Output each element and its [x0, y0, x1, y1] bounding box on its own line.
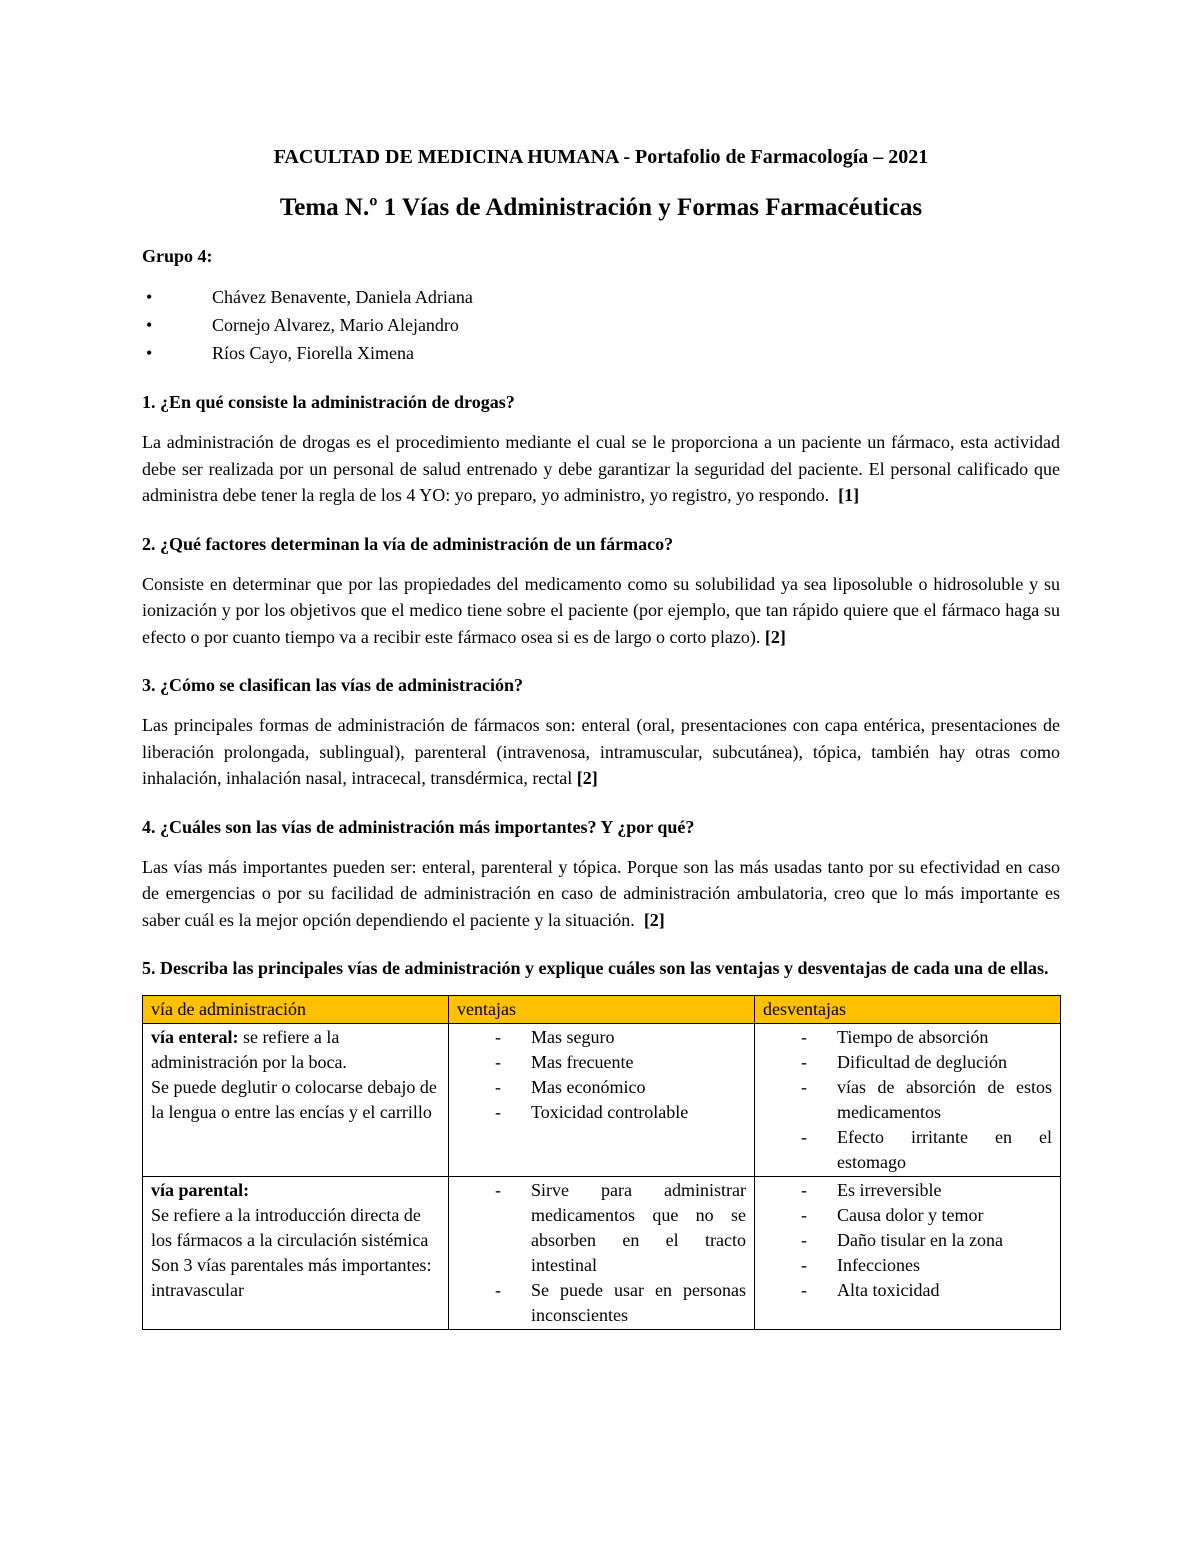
list-item-text: Mas económico	[531, 1077, 646, 1097]
dash-icon: -	[495, 1027, 501, 1047]
question-5: 5. Describa las principales vías de administración y explique cuáles son las ventajas y desventajas de cada una de ellas.	[142, 958, 1049, 978]
dash-icon: -	[801, 1205, 807, 1225]
disadvantages-list	[763, 1025, 1052, 1175]
list-item	[763, 1075, 1052, 1125]
list-item-text: Sirve para administrar medicamentos que no se absorben en el tracto intestinal	[531, 1180, 746, 1275]
route-description-cell	[143, 1177, 449, 1330]
list-item	[763, 1025, 1052, 1050]
list-item	[763, 1125, 1052, 1175]
administration-routes-table	[142, 995, 1061, 1330]
dash-icon: -	[801, 1127, 807, 1147]
answer-2	[142, 571, 1060, 651]
dash-icon: -	[801, 1027, 807, 1047]
dash-icon: -	[495, 1102, 501, 1122]
list-item	[763, 1253, 1052, 1278]
route-description-inline: se refiere a la administración por la boca.	[151, 1027, 347, 1072]
route-description-line: Se puede deglutir o colocarse debajo de la lengua o entre las encías y el carrillo	[151, 1077, 437, 1122]
bullet-icon: •	[146, 343, 153, 363]
answer-text: Consiste en determinar que por las propiedades del medicamento como su solubilidad ya sea liposoluble o hidrosoluble y su ionización y por los objetivos que el medico tiene sobre el paciente (por ejemplo, que tan rápido quiere que el fármaco haga su efecto o por cuanto tiempo va a recibir este fármaco osea si es de largo o corto plazo).	[142, 573, 1060, 647]
answer-4	[142, 854, 1060, 934]
route-description-cell	[143, 1024, 449, 1177]
answer-text: La administración de drogas es el procedimiento mediante el cual se le proporciona a un paciente un fármaco, esta actividad debe ser realizada por un personal de salud entrenado y debe garantizar la seguridad del paciente. El personal calificado que administra debe tener la regla de los 4 YO: yo preparo, yo administro, yo registro, yo respondo.	[142, 432, 1060, 505]
list-item	[457, 1178, 746, 1278]
advantages-list	[457, 1025, 746, 1125]
member-item	[142, 339, 1060, 367]
reference-marker: [2]	[576, 768, 598, 788]
dash-icon: -	[801, 1280, 807, 1300]
route-name: vía parental:	[151, 1180, 250, 1200]
disadvantages-cell	[755, 1024, 1061, 1177]
list-item-text: Alta toxicidad	[837, 1280, 940, 1300]
list-item	[763, 1050, 1052, 1075]
list-item	[457, 1278, 746, 1328]
question-2: 2. ¿Qué factores determinan la vía de administración de un fármaco?	[142, 533, 674, 554]
document-title: Tema N.º 1 Vías de Administración y Formas Farmacéuticas	[279, 194, 923, 221]
route-description-line: Se refiere a la introducción directa de los fármacos a la circulación sistémica	[151, 1205, 429, 1250]
list-item	[763, 1228, 1052, 1253]
dash-icon: -	[801, 1230, 807, 1250]
route-name: vía enteral:	[151, 1027, 239, 1047]
column-header: vía de administración	[143, 996, 449, 1024]
bullet-icon: •	[146, 315, 153, 335]
column-header: desventajas	[755, 996, 1061, 1024]
list-item-text: Toxicidad controlable	[531, 1102, 689, 1122]
dash-icon: -	[495, 1280, 501, 1300]
group-label: Grupo 4:	[142, 246, 213, 266]
list-item-text: vías de absorción de estos medicamentos	[837, 1077, 1052, 1122]
advantages-list	[457, 1178, 746, 1328]
list-item	[457, 1025, 746, 1050]
list-item	[763, 1178, 1052, 1203]
member-item	[142, 283, 1060, 311]
column-header: ventajas	[449, 996, 755, 1024]
disadvantages-list	[763, 1178, 1052, 1303]
disadvantages-cell	[755, 1177, 1061, 1330]
reference-marker: [2]	[764, 626, 786, 647]
dash-icon: -	[495, 1077, 501, 1097]
list-item-text: Infecciones	[837, 1255, 920, 1275]
dash-icon: -	[801, 1077, 807, 1097]
advantages-cell	[449, 1177, 755, 1330]
document-header: FACULTAD DE MEDICINA HUMANA - Portafolio de Farmacología – 2021	[273, 146, 929, 168]
list-item-text: Daño tisular en la zona	[837, 1230, 1003, 1250]
list-item-text: Tiempo de absorción	[837, 1027, 989, 1047]
list-item	[457, 1050, 746, 1075]
question-4: 4. ¿Cuáles son las vías de administración más importantes? Y ¿por qué?	[142, 816, 695, 837]
list-item-text: Se puede usar en personas inconscientes	[531, 1280, 746, 1325]
dash-icon: -	[801, 1255, 807, 1275]
advantages-cell	[449, 1024, 755, 1177]
member-list	[142, 283, 1060, 367]
table-header-row	[143, 996, 1061, 1024]
answer-text: Las principales formas de administración de fármacos son: enteral (oral, presentaciones con capa entérica, presentaciones de liberación prolongada, sublingual), parenteral (intravenosa, intramuscular, subcutánea), tópica, también hay otras como inhalación, inhalación nasal, intracecal, transdérmica, rectal	[142, 715, 1060, 788]
answer-text: Las vías más importantes pueden ser: enteral, parenteral y tópica. Porque son las más usadas tanto por su efectividad en caso de emergencias o por su facilidad de administración en caso de administración ambulatoria, creo que lo más importante es saber cuál es la mejor opción dependiendo el paciente y la situación.	[142, 856, 1060, 930]
question-3: 3. ¿Cómo se clasifican las vías de administración?	[142, 675, 523, 695]
member-name: Cornejo Alvarez, Mario Alejandro	[212, 315, 459, 335]
reference-marker: [1]	[838, 485, 860, 505]
list-item-text: Mas seguro	[531, 1027, 615, 1047]
dash-icon: -	[801, 1180, 807, 1200]
member-item	[142, 311, 1060, 339]
member-name: Chávez Benavente, Daniela Adriana	[212, 287, 473, 307]
list-item-text: Dificultad de deglución	[837, 1052, 1007, 1072]
member-name: Ríos Cayo, Fiorella Ximena	[212, 343, 414, 363]
table-row	[143, 1177, 1061, 1330]
list-item-text: Causa dolor y temor	[837, 1205, 984, 1225]
list-item-text: Efecto irritante en el estomago	[837, 1127, 1052, 1172]
reference-marker: [2]	[643, 909, 665, 930]
document-page	[142, 143, 1060, 1330]
route-description-line: Son 3 vías parentales más importantes: intravascular	[151, 1255, 432, 1300]
list-item-text: Es irreversible	[837, 1180, 942, 1200]
list-item	[763, 1278, 1052, 1303]
answer-1	[142, 429, 1060, 509]
bullet-icon: •	[146, 287, 153, 307]
table-row	[143, 1024, 1061, 1177]
list-item	[457, 1075, 746, 1100]
question-1: 1. ¿En qué consiste la administración de drogas?	[142, 392, 515, 412]
dash-icon: -	[801, 1052, 807, 1072]
list-item	[763, 1203, 1052, 1228]
dash-icon: -	[495, 1052, 501, 1072]
dash-icon: -	[495, 1180, 501, 1200]
answer-3	[142, 712, 1060, 792]
list-item	[457, 1100, 746, 1125]
list-item-text: Mas frecuente	[531, 1052, 634, 1072]
